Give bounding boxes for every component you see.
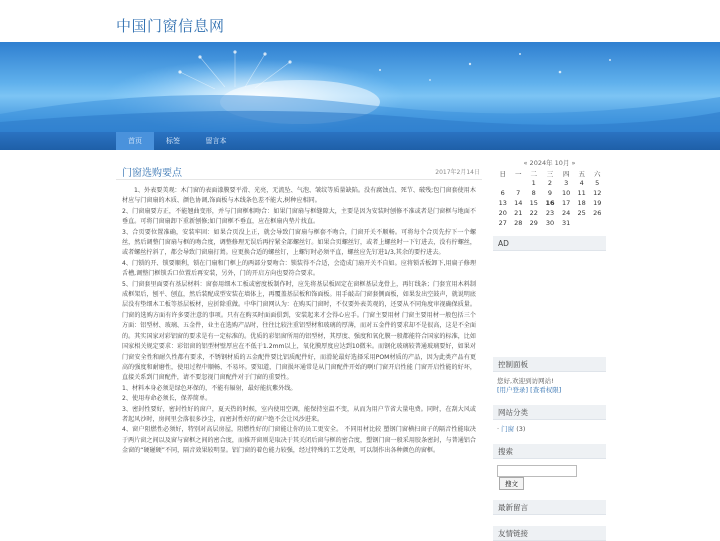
category-count: (3) xyxy=(516,425,526,433)
calendar-weekday: 六 xyxy=(593,169,601,178)
latest-comments-body xyxy=(493,515,606,524)
search-body xyxy=(493,459,606,494)
calendar-day[interactable]: 30 xyxy=(545,219,555,227)
control-panel-widget xyxy=(493,357,606,399)
calendar-day[interactable]: 14 xyxy=(514,199,523,207)
calendar-day[interactable]: 28 xyxy=(514,219,523,227)
calendar-day xyxy=(589,218,605,228)
calendar-week xyxy=(495,208,605,218)
post-paragraph: 2、使用寿命必须长，保养简单。 xyxy=(122,395,212,403)
main-nav xyxy=(0,132,720,150)
calendar-weekday: 四 xyxy=(562,169,570,178)
post-paragraph: 4、门锁的开、锁要顺利，锁在门扇和门框上的两部分要吻合：锁装得不合适，会造成门扇开关不自如。应将锁舌板卸下,用扁子修理舌槽,调整门框锁舌口位置后再安装，另外，门的开启方向也要符合要求。 xyxy=(122,259,476,278)
calendar-day[interactable]: 24 xyxy=(562,209,571,217)
post-body xyxy=(116,180,482,457)
post-header xyxy=(116,160,482,180)
search-button[interactable]: 搜文 xyxy=(499,477,524,490)
calendar-day[interactable]: 23 xyxy=(545,209,555,217)
view-permissions-link[interactable]: [查看权限] xyxy=(530,386,562,394)
calendar-day[interactable]: 15 xyxy=(529,199,538,207)
welcome-text: 您好,欢迎到访网站! xyxy=(497,377,554,385)
control-panel-body xyxy=(493,372,606,399)
sidebar xyxy=(493,160,606,541)
search-title: 搜索 xyxy=(493,444,606,459)
nav-guestbook[interactable]: 留言本 xyxy=(205,137,227,145)
calendar-day[interactable]: 17 xyxy=(562,199,571,207)
links-widget xyxy=(493,526,606,541)
calendar-day[interactable]: 19 xyxy=(593,199,602,207)
calendar-day[interactable]: 11 xyxy=(577,189,586,197)
post-date: 2017年2月14日 xyxy=(435,169,480,176)
latest-comments-title: 最新留言 xyxy=(493,500,606,515)
calendar-day[interactable]: 4 xyxy=(579,179,584,187)
calendar-day[interactable]: 12 xyxy=(593,189,602,197)
search-widget xyxy=(493,444,606,494)
calendar-day[interactable]: 1 xyxy=(531,179,536,187)
header-banner xyxy=(0,42,720,132)
login-link[interactable]: [用户登录] xyxy=(497,386,529,394)
calendar-week xyxy=(495,218,605,228)
post-paragraph: 5、门窗套里面要有基层材料：窗套用细木工板或密度板制作时，应先将基层板固定在窗框基层龙骨上，再钉线条；门套宜用木料制成框架后，刨平、刨直，然后装配成型安装在墙体上，再覆盖基层板和饰面板。用手敲击门窗套侧面板，如果发出空鼓声，就说明底层没有垫细木工板等基层板材，应折除重做。中华门窗网认为：在购买门窗时，不仅要外表美观的，还要从不同角度审视确保质量。门窗的选购方面有许多要注意的事项。只有在购买时面面俱到，安装起来才会得心应手。门窗主要用材 门窗主要用材一般包括三个方面：铝型材、玻璃、五金件，业主在选购产品时，往往比较注重铝型材和玻璃的厚薄，而对五金件的要求却不是很高，这是不全面的。其实国家对彩铝窗的要求是有一定标准的。优质的彩铝窗所用的铝型材，其厚度、强度和氧化膜一般都能符合国家的标准，比如国家相关规定要求：彩铝窗的铝型材壁厚应在不低于1.2mm以上，氧化膜厚度应达到10微米。而钢化玻璃较普通玻璃要好，如果对门窗安全性和耐久性都有要求，不锈钢材质的五金配件要比铝质配件好，而滑轮最好选择采用POM材质的产品，因为此类产品有更高的强度和耐磨性，使用过程中顺畅、不易坏。要知道，门窗损坏通常是从门窗配件开始的啊!门窗开启性能 门窗开启性能的好坏，直接关系到门窗配件，请不要忽视门窗配件对于门窗的重要性。 xyxy=(122,280,476,382)
calendar-day[interactable]: 16 xyxy=(545,199,555,207)
nav-home[interactable]: 首页 xyxy=(116,132,154,150)
nav-tags[interactable]: 标签 xyxy=(166,137,180,145)
calendar-weekday: 一 xyxy=(515,169,522,178)
post-paragraph: 1、外表要美观：木门窗的表面漆膜要平滑、光亮，无流坠、气泡、皱纹等质量缺陷。没有腐蚀点、死节、破残;包门窗套使用木材应与门窗扇的木质、颜色协调,饰面板与木线条色差不能大,树种应相同。 xyxy=(122,187,476,205)
post-title[interactable]: 门窗选购要点 xyxy=(122,168,182,179)
calendar-day[interactable]: 29 xyxy=(529,219,538,227)
calendar-day[interactable]: 6 xyxy=(500,189,505,197)
ad-widget xyxy=(493,236,606,351)
calendar xyxy=(495,168,605,228)
category-link[interactable]: 门窗 xyxy=(501,425,515,433)
categories-widget xyxy=(493,405,606,438)
calendar-day[interactable]: 5 xyxy=(595,179,600,187)
calendar-day[interactable]: 10 xyxy=(562,189,571,197)
banner-art xyxy=(0,42,720,132)
post-paragraph: 3、密封性要好，密封性好的窗户，夏天热的时候，室内使用空调，能保持室温不变，从而为用户节省大量电费。同时，在刮大风或者起风沙时，房间里会落很多沙尘，而密封性好的窗户绝不会让风沙进来。 xyxy=(122,405,476,423)
calendar-day[interactable]: 27 xyxy=(498,219,507,227)
calendar-week xyxy=(495,198,605,208)
categories-list xyxy=(493,420,606,438)
calendar-weekday: 五 xyxy=(578,169,585,178)
search-input[interactable] xyxy=(497,465,577,477)
post-paragraph: 2、门窗扇要方正，不能翘曲变形，并与门窗框相吻合：如果门窗扇与框缝隙大，主要是因为安装时刨修不准或者是门窗框与地面不垂直。可将门窗扇卸下重新刨修;如门窗框不垂直，应在框扇内垫片找直。 xyxy=(122,207,476,226)
calendar-day[interactable]: 22 xyxy=(529,209,538,217)
header xyxy=(0,0,720,42)
bullet-icon: · xyxy=(497,425,500,433)
calendar-weekday: 日 xyxy=(499,169,506,178)
links-title: 友情链接 xyxy=(493,526,606,541)
calendar-day[interactable]: 20 xyxy=(498,209,507,217)
calendar-week xyxy=(495,188,605,198)
calendar-day[interactable]: 21 xyxy=(514,209,523,217)
control-panel-title: 控制面板 xyxy=(493,357,606,372)
post-paragraph: 3、合页要位置准确，安装牢固：如果合页没上正，就会导致门窗扇与框套不吻合，门窗开关不顺畅。可将每个合页先拧下一个螺丝，然后调整门窗扇与框的吻合度，调整修理无误后再拧紧全部螺丝钉。如果合页螺丝钉，或者上螺丝时一下钉进去，没有拧螺丝，或者螺丝拧斜了，都会导致门窗扇打蔫。应更换合适的螺丝钉，上螺钉时必须平直，螺丝应先钉进1/3,其余的要拧进去。 xyxy=(122,228,476,257)
latest-comments-widget xyxy=(493,500,606,524)
calendar-day[interactable]: 26 xyxy=(593,209,602,217)
post-article xyxy=(116,160,482,457)
calendar-day[interactable]: 9 xyxy=(547,189,553,197)
site-title[interactable]: 中国门窗信息网 xyxy=(116,17,225,35)
category-item[interactable] xyxy=(497,425,602,434)
categories-title: 网站分类 xyxy=(493,405,606,420)
calendar-day[interactable]: 18 xyxy=(577,199,586,207)
calendar-day[interactable]: 25 xyxy=(577,209,586,217)
calendar-weekday: 二 xyxy=(530,169,537,178)
calendar-day[interactable]: 8 xyxy=(531,189,536,197)
calendar-day[interactable]: 31 xyxy=(562,219,571,227)
calendar-day xyxy=(511,178,527,188)
ad-widget-title: AD xyxy=(493,236,606,251)
post-paragraph: 4、窗户阻燃性必须好，特别对高层房屋，阻燃性好的门窗能让你的员工更安全。 不同用材比较 塑钢门窗横扫窗子的隔音性能取决于两片窗之间以及窗与窗框之间的密合度，而推开窗则是取决于其关闭后窗与框的密合度，塑钢门窗一般采用胶条密封，与普通铝合金窗的“硬碰硬”不同，隔音效果较明显。铝门窗的着色能力较强，经过特殊的工艺处理，可以制作出各种颜色的窗框。 xyxy=(122,426,476,455)
calendar-day[interactable]: 3 xyxy=(564,179,569,187)
calendar-caption[interactable]: « 2024年 10月 » xyxy=(523,159,576,167)
calendar-day[interactable]: 7 xyxy=(516,189,521,197)
calendar-day xyxy=(495,178,511,188)
calendar-day[interactable]: 13 xyxy=(498,199,507,207)
post-paragraph: 1、材料本身必须是绿色环保的，不能有辐射，最好能抗紫外线。 xyxy=(122,384,297,392)
calendar-weekday: 三 xyxy=(546,169,554,178)
calendar-day[interactable]: 2 xyxy=(547,179,553,187)
calendar-week xyxy=(495,178,605,188)
calendar-day xyxy=(574,218,590,228)
ad-slot xyxy=(493,251,606,351)
